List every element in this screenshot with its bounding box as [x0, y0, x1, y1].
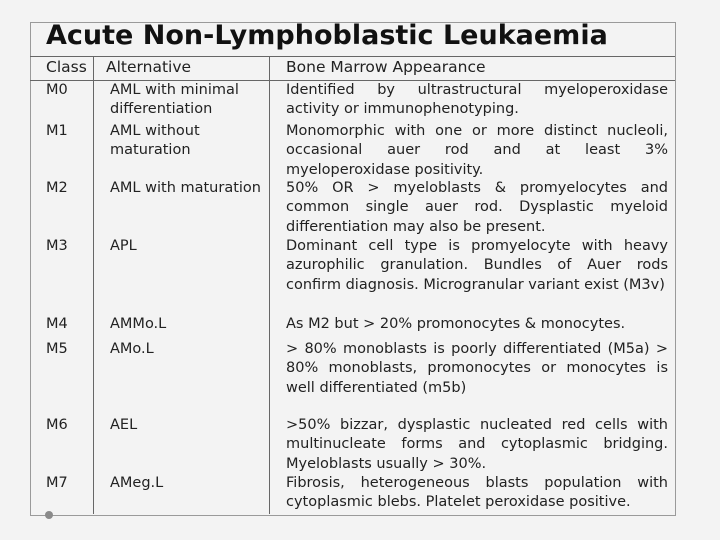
row-marrow: Monomorphic with one or more distinct nucleoli, occasional auer rod and at least 3% myeloperoxidase positivity. [286, 123, 668, 178]
row-marrow: 50% OR > myeloblasts & promyelocytes and common single auer rod. Dysplastic myeloid differentiation may also be present. [286, 180, 668, 235]
row-class: M4 [46, 316, 68, 332]
row-marrow: As M2 but > 20% promonocytes & monocytes. [286, 316, 626, 332]
row-alternative: AEL [110, 417, 138, 433]
row-marrow: Dominant cell type is promyelocyte with heavy azurophilic granulation. Bundles of Auer rods confirm diagnosis. Microgranular variant exist (M3v) [286, 238, 668, 293]
row-class: M5 [46, 341, 68, 357]
row-marrow: Fibrosis, heterogeneous blasts population with cytoplasmic blebs. Platelet peroxidase positive. [286, 475, 668, 511]
column-divider [93, 56, 94, 514]
row-alternative: APL [110, 238, 137, 254]
header-alternative: Alternative [106, 58, 192, 76]
row-alternative: AMeg.L [110, 475, 164, 491]
row-class: M7 [46, 475, 68, 491]
row-marrow: > 80% monoblasts is poorly differentiated (M5a) > 80% monoblasts, promonocytes or monocytes is well differentiated (m5b) [286, 341, 668, 396]
header-marrow: Bone Marrow Appearance [286, 58, 486, 76]
row-class: M6 [46, 417, 68, 433]
row-alternative: AML with maturation [110, 180, 261, 196]
row-marrow: >50% bizzar, dysplastic nucleated red cells with multinucleate forms and cytoplasmic bridging. Myeloblasts usually > 30%. [286, 417, 668, 472]
row-alternative: AMo.L [110, 341, 154, 357]
row-alternative: AML without maturation [110, 123, 200, 159]
row-class: M3 [46, 238, 68, 254]
row-class: M0 [46, 82, 68, 98]
bullet-icon [45, 511, 53, 519]
page-title: Acute Non-Lymphoblastic Leukaemia [46, 20, 608, 51]
row-alternative: AML with minimal differentiation [110, 82, 239, 118]
row-alternative: AMMo.L [110, 316, 167, 332]
row-class: M1 [46, 123, 68, 139]
row-class: M2 [46, 180, 68, 196]
row-marrow: Identified by ultrastructural myeloperoxidase activity or immunophenotyping. [286, 82, 668, 118]
header-class: Class [46, 58, 87, 76]
